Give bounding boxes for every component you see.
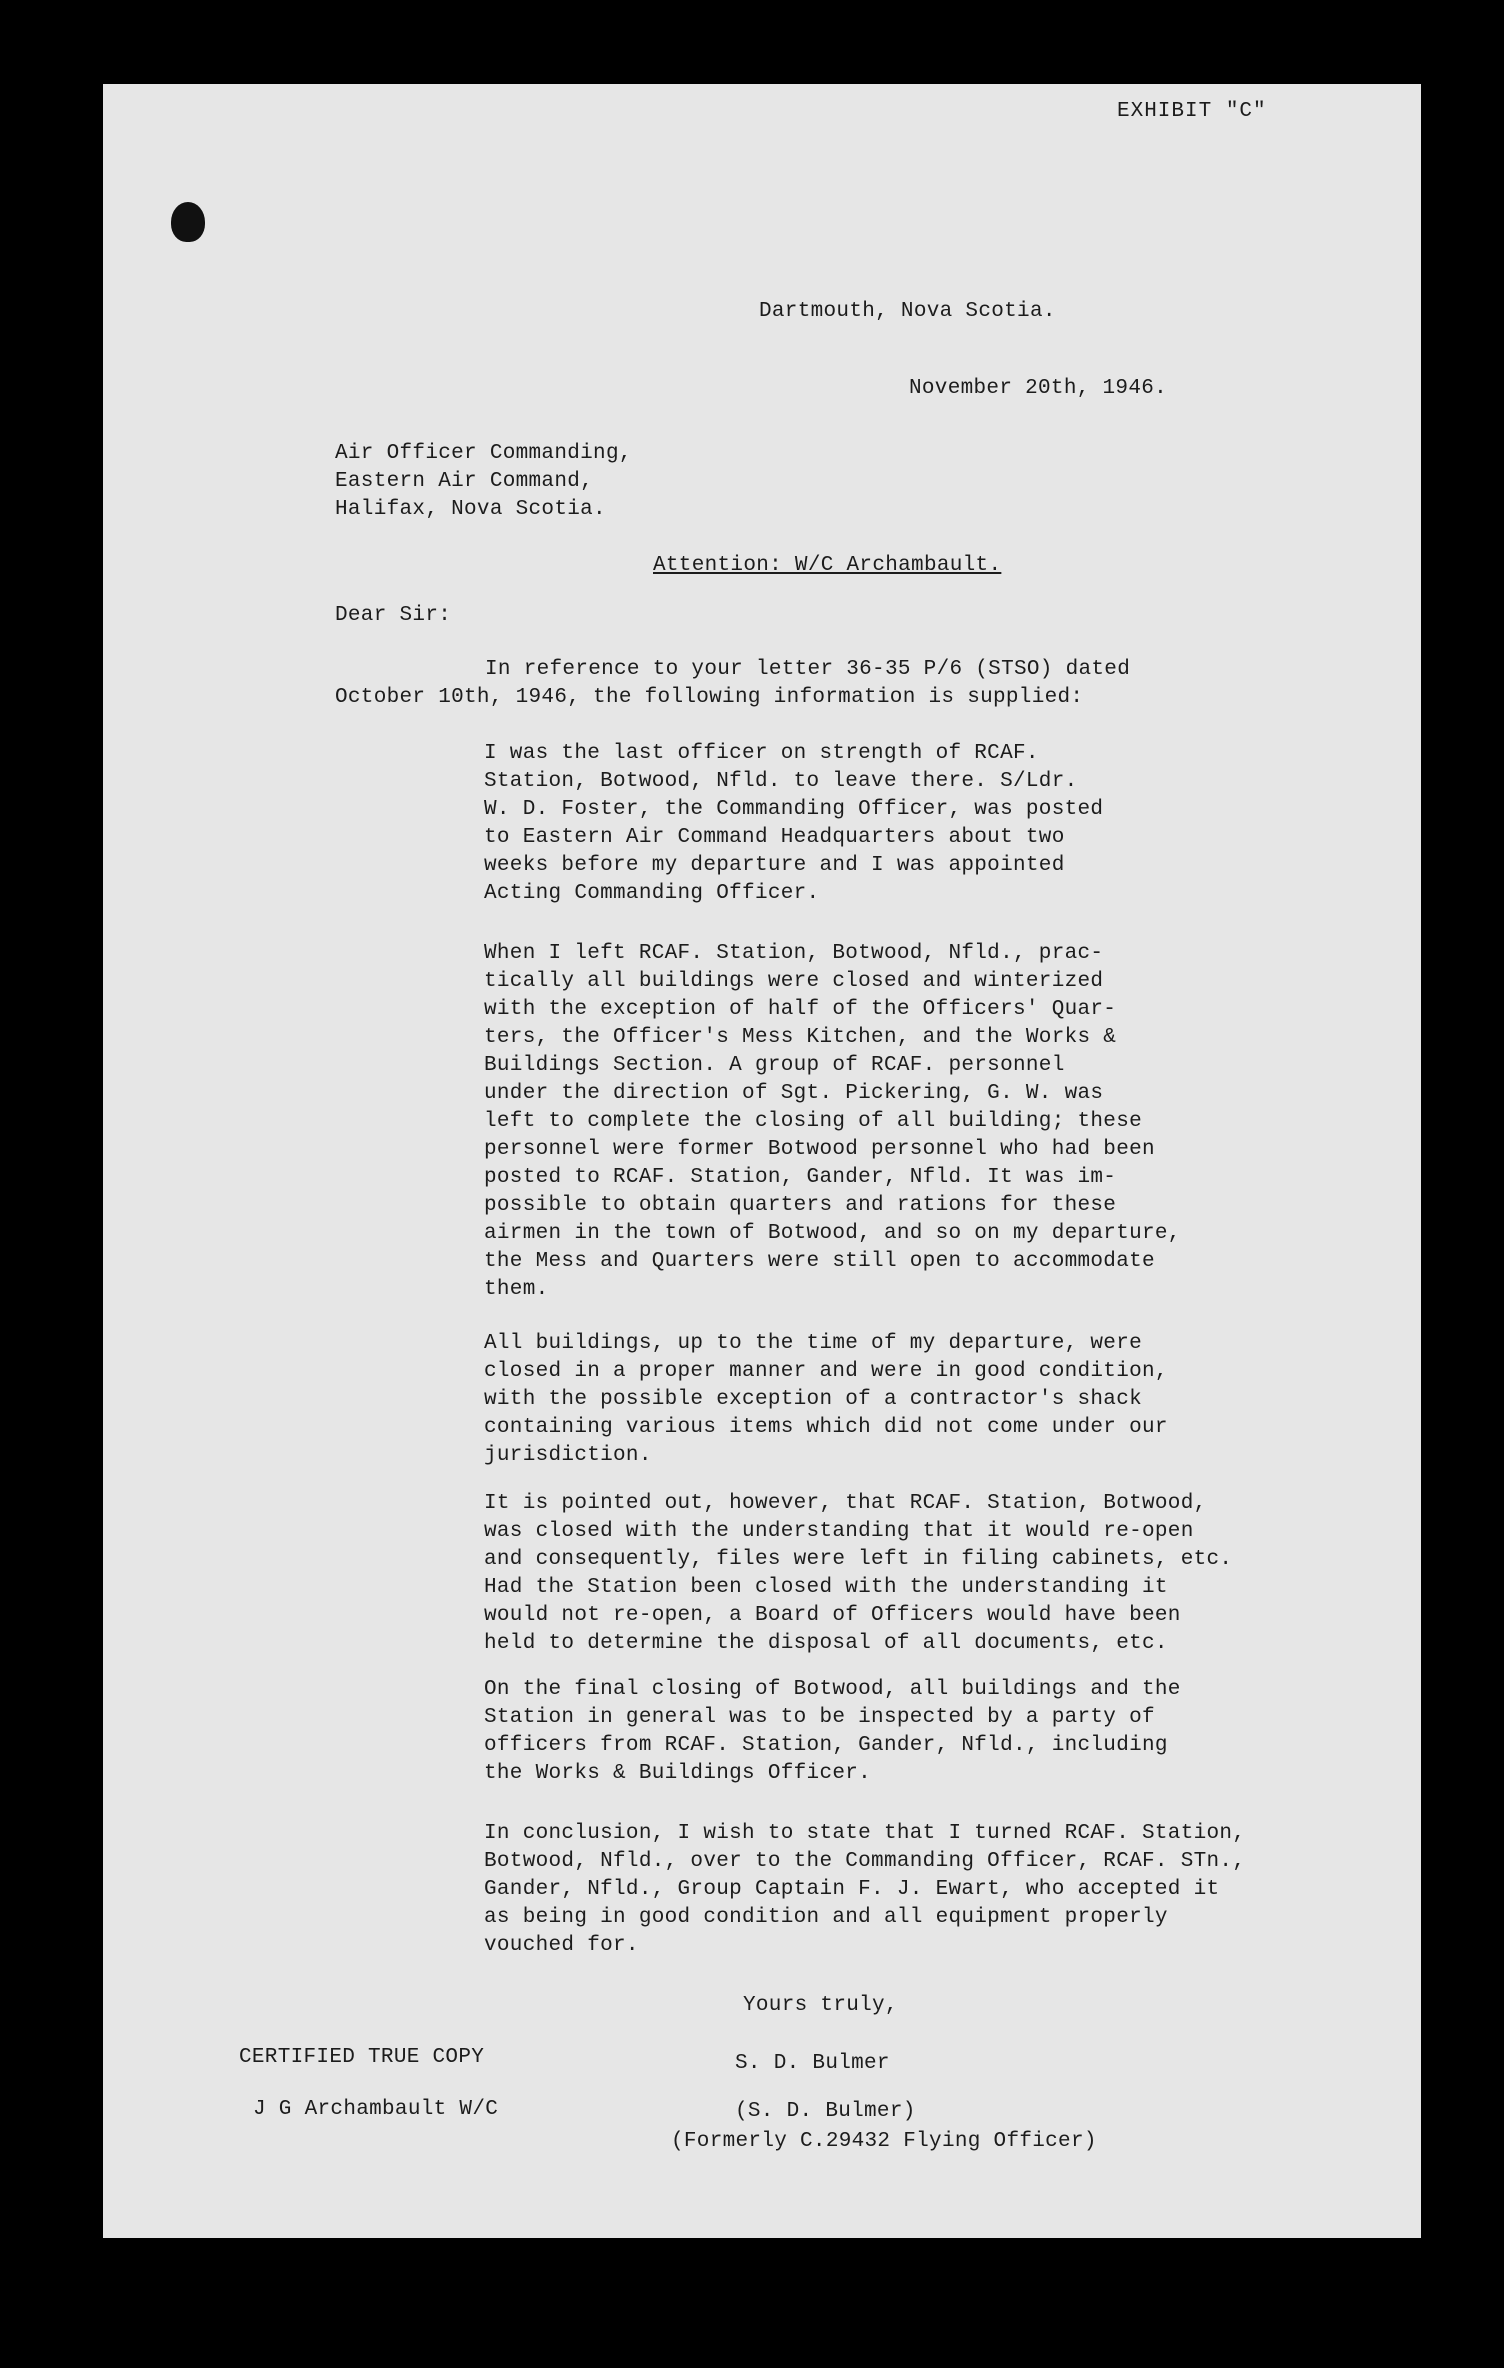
text-line: It is pointed out, however, that RCAF. Station, Botwood, <box>484 1492 1207 1515</box>
text-line: In conclusion, I wish to state that I turned RCAF. Station, <box>484 1822 1246 1845</box>
text-line: held to determine the disposal of all documents, etc. <box>484 1632 1168 1655</box>
signature-typed: (S. D. Bulmer) <box>735 2100 916 2123</box>
text-line: would not re-open, a Board of Officers would have been <box>484 1604 1181 1627</box>
text-line: with the exception of half of the Officers' Quar- <box>484 998 1117 1021</box>
text-line: Gander, Nfld., Group Captain F. J. Ewart, who accepted it <box>484 1878 1220 1901</box>
body-paragraph-3 <box>484 1330 1168 1470</box>
document-page <box>103 84 1421 2238</box>
addressee-line: Halifax, Nova Scotia. <box>335 498 606 521</box>
letter-place: Dartmouth, Nova Scotia. <box>759 300 1056 323</box>
certified-copy-stamp: CERTIFIED TRUE COPY <box>239 2046 485 2069</box>
text-line: jurisdiction. <box>484 1444 652 1467</box>
text-line: under the direction of Sgt. Pickering, G. W. was <box>484 1082 1104 1105</box>
body-paragraph-6 <box>484 1820 1245 1960</box>
text-line: to Eastern Air Command Headquarters about two <box>484 826 1065 849</box>
text-line: tically all buildings were closed and winterized <box>484 970 1104 993</box>
text-line: with the possible exception of a contractor's shack <box>484 1388 1143 1411</box>
text-line: When I left RCAF. Station, Botwood, Nfld., prac- <box>484 942 1104 965</box>
text-line: as being in good condition and all equipment properly <box>484 1906 1168 1929</box>
signature-name: S. D. Bulmer <box>735 2052 890 2075</box>
addressee-line: Eastern Air Command, <box>335 470 594 493</box>
text-line: W. D. Foster, the Commanding Officer, was posted <box>484 798 1104 821</box>
intro-line: October 10th, 1946, the following information is supplied: <box>335 686 1084 709</box>
punch-hole <box>171 202 205 242</box>
certifier-name: J G Archambault W/C <box>253 2098 499 2121</box>
exhibit-label: EXHIBIT "C" <box>1117 100 1267 123</box>
text-line: and consequently, files were left in filing cabinets, etc. <box>484 1548 1233 1571</box>
body-paragraph-4 <box>484 1490 1232 1658</box>
body-paragraph-2 <box>484 940 1181 1304</box>
text-line: Botwood, Nfld., over to the Commanding Officer, RCAF. STn., <box>484 1850 1246 1873</box>
text-line: containing various items which did not come under our <box>484 1416 1168 1439</box>
salutation: Dear Sir: <box>335 604 452 627</box>
text-line: Had the Station been closed with the understanding it <box>484 1576 1168 1599</box>
letter-date: November 20th, 1946. <box>909 377 1168 400</box>
text-line: weeks before my departure and I was appointed <box>484 854 1065 877</box>
text-line: On the final closing of Botwood, all buildings and the <box>484 1678 1181 1701</box>
text-line: Buildings Section. A group of RCAF. personnel <box>484 1054 1065 1077</box>
text-line: airmen in the town of Botwood, and so on my departure, <box>484 1222 1181 1245</box>
text-line: officers from RCAF. Station, Gander, Nfld., including <box>484 1734 1168 1757</box>
text-line: left to complete the closing of all building; these <box>484 1110 1143 1133</box>
signature-title: (Formerly C.29432 Flying Officer) <box>671 2130 1097 2153</box>
text-line: Acting Commanding Officer. <box>484 882 820 905</box>
closing: Yours truly, <box>743 1994 898 2017</box>
addressee-line: Air Officer Commanding, <box>335 442 632 465</box>
text-line: vouched for. <box>484 1934 639 1957</box>
text-line: personnel were former Botwood personnel who had been <box>484 1138 1155 1161</box>
text-line: closed in a proper manner and were in good condition, <box>484 1360 1168 1383</box>
attention-line: Attention: W/C Archambault. <box>653 554 1002 577</box>
text-line: the Works & Buildings Officer. <box>484 1762 872 1785</box>
addressee-block <box>335 440 632 524</box>
body-paragraph-5 <box>484 1676 1181 1788</box>
text-line: posted to RCAF. Station, Gander, Nfld. It was im- <box>484 1166 1117 1189</box>
body-paragraph-1 <box>484 740 1103 908</box>
text-line: possible to obtain quarters and rations for these <box>484 1194 1117 1217</box>
text-line: ters, the Officer's Mess Kitchen, and the Works & <box>484 1026 1117 1049</box>
text-line: was closed with the understanding that it would re-open <box>484 1520 1194 1543</box>
text-line: Station, Botwood, Nfld. to leave there. S/Ldr. <box>484 770 1078 793</box>
text-line: I was the last officer on strength of RCAF. <box>484 742 1039 765</box>
intro-line: In reference to your letter 36-35 P/6 (STSO) dated <box>485 658 1131 681</box>
text-line: Station in general was to be inspected by a party of <box>484 1706 1155 1729</box>
text-line: them. <box>484 1278 549 1301</box>
intro-paragraph <box>335 656 1130 712</box>
text-line: the Mess and Quarters were still open to accommodate <box>484 1250 1155 1273</box>
text-line: All buildings, up to the time of my departure, were <box>484 1332 1143 1355</box>
